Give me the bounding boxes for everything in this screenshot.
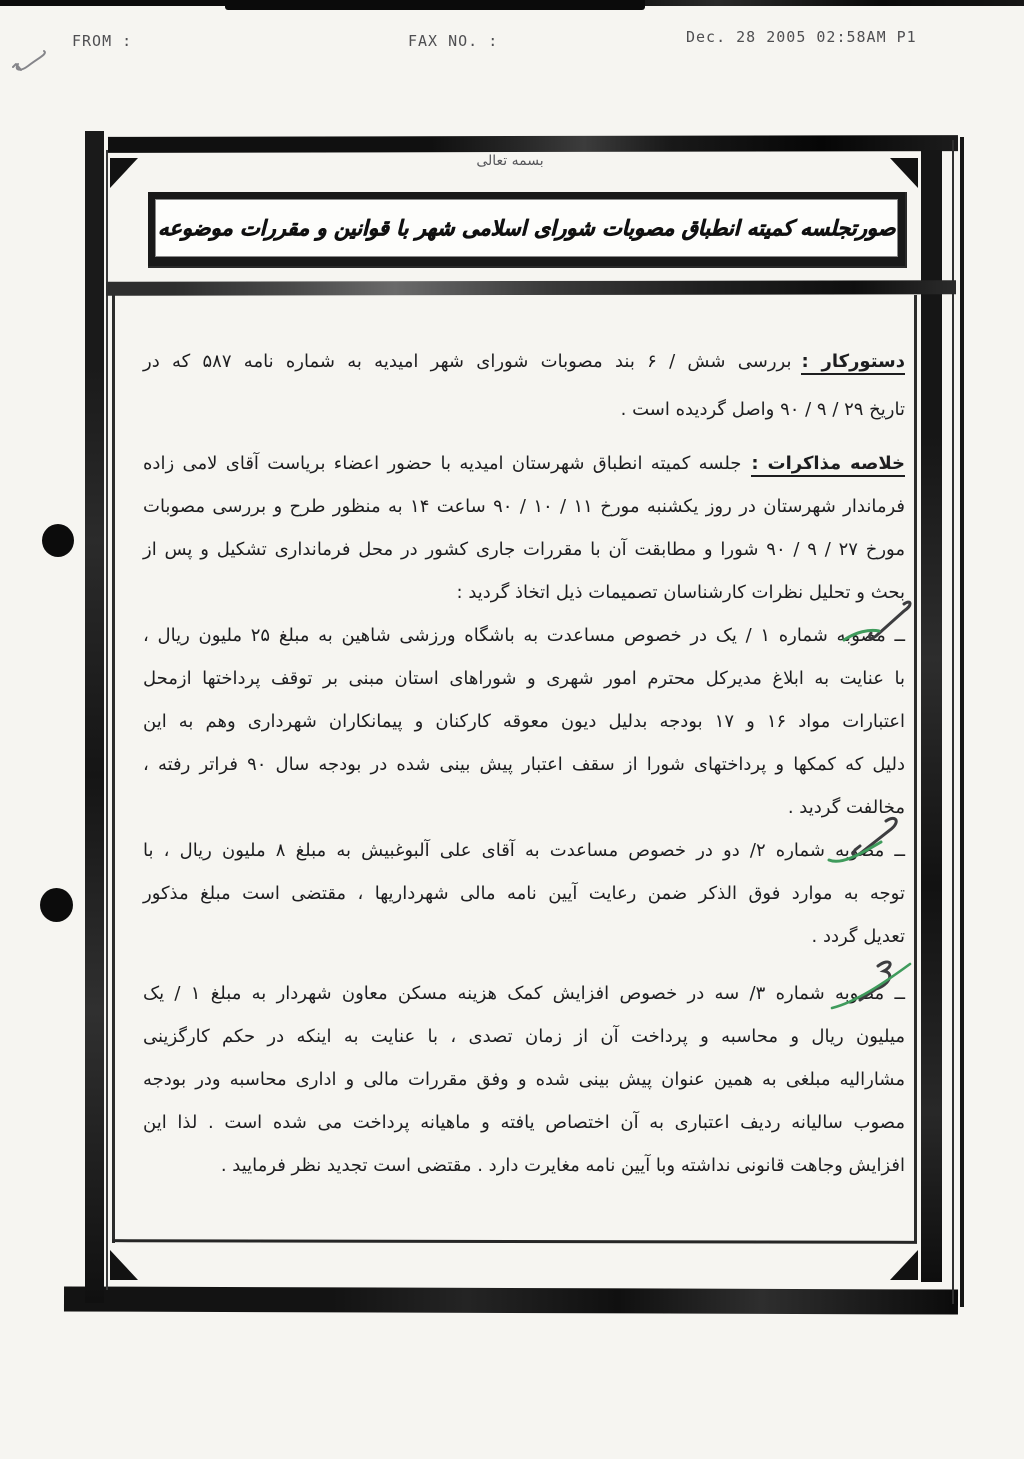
summary-line: بحث و تحلیل نظرات کارشناسان تصمیمات ذیل اتخاذ گردید : xyxy=(456,582,905,603)
frame-corner-triangle-bottom-right xyxy=(890,1250,918,1280)
inner-border-left xyxy=(112,295,115,1243)
resolution-2-line: ــ مصوبه شماره ۲/ دو در خصوص مساعدت به آقای علی آلبوغبیش به مبلغ ۸ ملیون ریال ، با xyxy=(143,840,905,861)
agenda-paragraph xyxy=(143,338,905,434)
resolution-2-line: تعدیل گردد . xyxy=(811,926,905,947)
resolution-1-line: اعتبارات مواد ۱۶ و ۱۷ بودجه بدلیل دیون معوقه کارکنان و پیمانکاران شهرداری وهم به این xyxy=(143,711,905,732)
summary-lines xyxy=(143,485,905,614)
agenda-heading: دستورکار : xyxy=(801,351,905,375)
summary-heading: خلاصه مذاکرات : xyxy=(751,453,905,477)
frame-right-outer-line xyxy=(960,137,964,1307)
hole-punch-top xyxy=(42,524,74,557)
fax-number-label: FAX NO. : xyxy=(408,32,499,50)
document-body xyxy=(143,338,905,1187)
inner-border-right xyxy=(914,295,917,1243)
inner-border-top xyxy=(106,280,956,295)
fax-datestamp: Dec. 28 2005 02:58AM P1 xyxy=(686,28,917,46)
inner-border-bottom xyxy=(112,1239,917,1244)
frame-corner-triangle-top-right xyxy=(890,158,918,188)
agenda-line: تاریخ ۲۹ / ۹ / ۹۰ واصل گردیده است . xyxy=(620,399,905,420)
scan-edge-blob xyxy=(225,0,645,10)
frame-corner-triangle-top-left xyxy=(110,158,138,188)
hole-punch-bottom xyxy=(40,888,73,922)
resolution-3-line: مشارالیه مبلغی به همین عنوان پیش بینی شده و وفق مقررات مالی و اداری محاسبه ودر بودجه xyxy=(143,1069,905,1090)
fax-header xyxy=(0,24,1024,64)
summary-first-line xyxy=(143,442,905,485)
resolution-1-line: با عنایت به ابلاغ مدیرکل محترم امور شهری و شوراهای استان مبنی بر توقف پرداختها ازمحل xyxy=(143,668,905,689)
frame-left-thin-line xyxy=(106,150,108,1290)
resolution-3-line: میلیون ریال و محاسبه و پرداخت آن از زمان تصدی ، با عنایت به اینکه در حکم کارگزینی xyxy=(143,1026,905,1047)
resolution-3-line: ــ مصوبه شماره ۳/ سه در خصوص افزایش کمک هزینه مسکن معاون شهردار به مبلغ ۱ / یک xyxy=(143,983,905,1004)
agenda-lines xyxy=(143,386,905,434)
summary-line: فرماندار شهرستان در روز یکشنبه مورخ ۱۱ / ۱۰ / ۹۰ ساعت ۱۴ به منظور طرح و بررسی مصوبات xyxy=(143,496,905,517)
frame-right-thin-line xyxy=(952,140,954,1304)
resolution-3-line: مصوب سالیانه ردیف اعتباری به آن اختصاص یافته و ماهیانه پرداخت می شده است . لذا این xyxy=(143,1112,905,1133)
fax-from-label: FROM : xyxy=(72,32,133,50)
agenda-first-line-text: بررسی شش / ۶ بند مصوبات شورای شهر امیدیه به شماره نامه ۵۸۷ که در xyxy=(143,351,792,372)
resolution-item-1 xyxy=(143,614,905,829)
bismillah-text: بسمه تعالی xyxy=(476,153,544,169)
resolution-1-line: ــ مصوبه شماره ۱ / یک در خصوص مساعدت به باشگاه ورزشی شاهین به مبلغ ۲۵ ملیون ریال ، xyxy=(143,625,905,646)
agenda-first-line xyxy=(143,338,905,386)
frame-top-band xyxy=(108,135,958,153)
resolution-1-line: دلیل که کمکها و پرداختهای شورا از سقف اعتبار پیش بینی شده در بودجه سال ۹۰ فراتر رفته ، xyxy=(143,754,905,775)
summary-paragraph xyxy=(143,442,905,614)
frame-corner-triangle-bottom-left xyxy=(110,1250,138,1280)
frame-right-band xyxy=(921,150,942,1282)
frame-left-band xyxy=(85,131,104,1303)
resolution-1-line: مخالفت گردید . xyxy=(787,797,905,818)
summary-first-line-text: جلسه کمیته انطباق شهرستان امیدیه با حضور اعضاء بریاست آقای لامی زاده xyxy=(143,453,742,474)
title-box xyxy=(148,192,905,266)
resolution-2-line: توجه به موارد فوق الذکر ضمن رعایت آیین نامه مالی شهرداریها ، مقتضی است مبلغ مذکور xyxy=(143,883,905,904)
handwritten-scribble-icon xyxy=(12,40,74,78)
document-title: صورتجلسه کمیته انطباق مصوبات شورای اسلامی شهر با قوانین و مقررات موضوعه xyxy=(157,216,896,240)
resolution-item-3 xyxy=(143,972,905,1187)
resolution-item-2 xyxy=(143,829,905,958)
frame-bottom-band xyxy=(64,1286,958,1314)
resolution-3-line: افزایش وجاهت قانونی نداشته وبا آیین نامه مغایرت دارد . مقتضی است تجدید نظر فرمایید . xyxy=(220,1155,905,1176)
summary-line: مورخ ۲۷ / ۹ / ۹۰ شورا و مطابقت آن با مقررات جاری کشور در محل فرمانداری تشکیل و پس از xyxy=(143,539,905,560)
